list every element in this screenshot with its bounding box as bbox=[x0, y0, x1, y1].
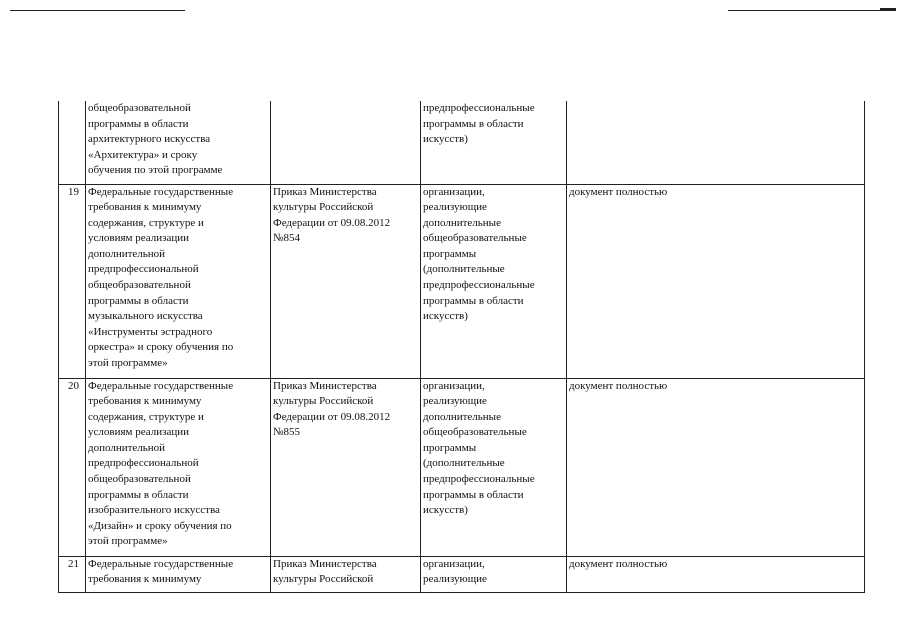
subjects-cell bbox=[421, 556, 567, 592]
header-rule-right-mark bbox=[880, 8, 896, 10]
approval-cell bbox=[271, 184, 421, 378]
document-name: Федеральные государственные требования к минимуму содержания, структуре и условиям реализации дополнительной предпрофессиональной общеобразовательной программы в области музыкального искусства «Инструменты эстрадного оркестра» и сроку обучения по этой программе» bbox=[88, 185, 234, 370]
approval-document: Приказ Министерства культуры Российской Федерации от 09.08.2012 №854 bbox=[273, 185, 391, 245]
row-number: 20 bbox=[59, 378, 86, 556]
approval-document: Приказ Министерства культуры Российской bbox=[273, 557, 377, 586]
document-name: общеобразовательной программы в области архитектурного искусства «Архитектура» и сроку обучения по этой программе bbox=[88, 102, 223, 177]
table-row bbox=[59, 556, 865, 592]
header-rule-right bbox=[728, 10, 896, 11]
row-number: 21 bbox=[59, 556, 86, 592]
row-number bbox=[59, 101, 86, 184]
subjects-cell bbox=[421, 101, 567, 184]
requirements-text: документ полностью bbox=[569, 557, 668, 570]
table-row bbox=[59, 184, 865, 378]
subjects-cell bbox=[421, 184, 567, 378]
document-name: Федеральные государственные требования к минимуму bbox=[88, 557, 234, 586]
requirements-text: документ полностью bbox=[569, 379, 668, 392]
table-row bbox=[59, 101, 865, 184]
approval-document: Приказ Министерства культуры Российской Федерации от 09.08.2012 №855 bbox=[273, 379, 391, 439]
document-name: Федеральные государственные требования к минимуму содержания, структуре и условиям реализации дополнительной предпрофессиональной общеобразовательной программы в области изобразительного искусства «Дизайн» и сроку обучения по этой программе» bbox=[88, 379, 234, 548]
requirements-cell bbox=[567, 556, 865, 592]
requirements-cell bbox=[567, 378, 865, 556]
document-name-cell bbox=[86, 101, 271, 184]
document-name-cell bbox=[86, 378, 271, 556]
approval-cell bbox=[271, 101, 421, 184]
approval-cell bbox=[271, 556, 421, 592]
table-row bbox=[59, 378, 865, 556]
subjects-text: организации, реализующие дополнительные общеобразовательные программы (дополнительные предпрофессиональные программы в области искусств) bbox=[423, 379, 535, 517]
document-name-cell bbox=[86, 556, 271, 592]
regulations-table bbox=[58, 101, 865, 593]
document-name-cell bbox=[86, 184, 271, 378]
requirements-cell bbox=[567, 184, 865, 378]
subjects-text: организации, реализующие bbox=[423, 557, 487, 586]
row-number: 19 bbox=[59, 184, 86, 378]
requirements-text: документ полностью bbox=[569, 185, 668, 198]
approval-cell bbox=[271, 378, 421, 556]
subjects-text: предпрофессиональные программы в области искусств) bbox=[423, 102, 535, 146]
requirements-cell bbox=[567, 101, 865, 184]
header-rule-left bbox=[10, 10, 185, 11]
subjects-cell bbox=[421, 378, 567, 556]
subjects-text: организации, реализующие дополнительные общеобразовательные программы (дополнительные предпрофессиональные программы в области искусств) bbox=[423, 185, 535, 323]
